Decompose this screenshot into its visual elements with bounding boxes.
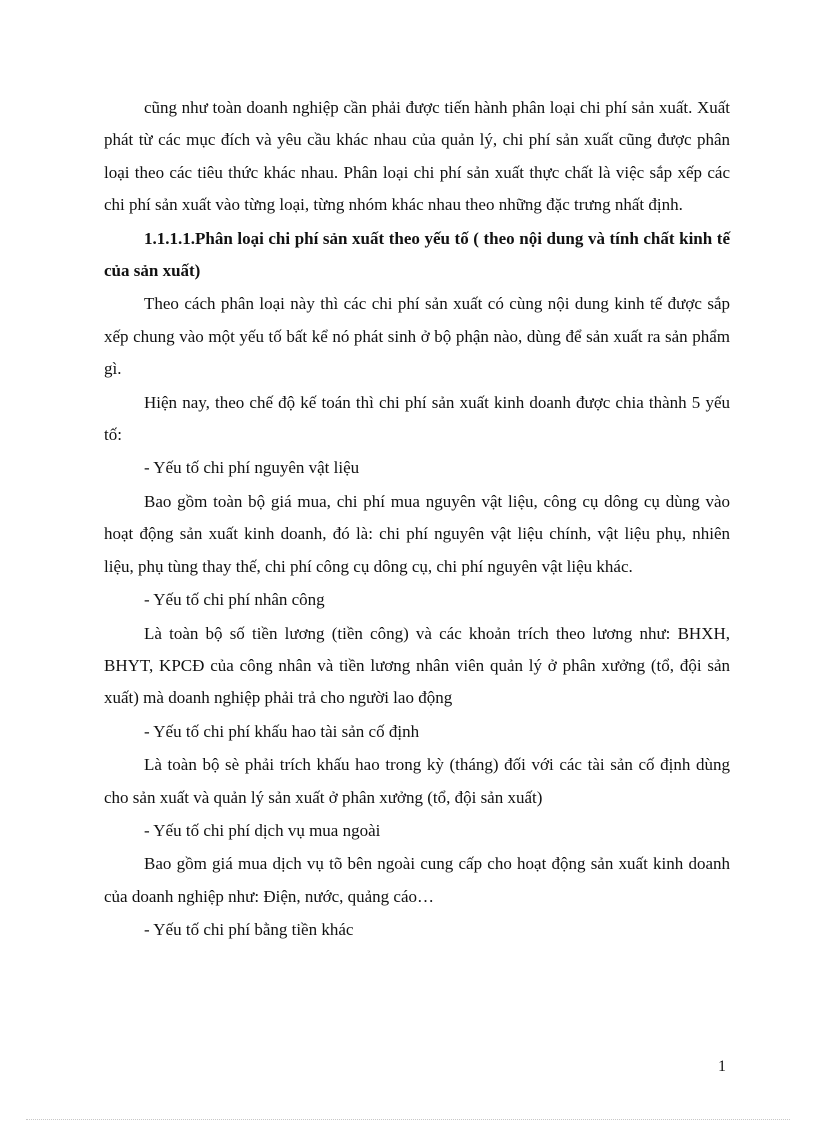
- page-number: 1: [718, 1058, 726, 1075]
- list-item: - Yếu tố chi phí khấu hao tài sản cố định: [144, 721, 420, 741]
- body-paragraph: Là toàn bộ sè phải trích khấu hao trong kỳ (tháng) đối với các tài sản cố định dùng cho sản xuất và quản lý sản xuất ở phân xưởng (tổ, đội sản xuất): [104, 755, 730, 807]
- list-item: - Yếu tố chi phí bằng tiền khác: [144, 920, 354, 940]
- intro-paragraph: cũng như toàn doanh nghiệp cần phải được tiến hành phân loại chi phí sản xuất. Xuất phát từ các mục đích và yêu cầu khác nhau của quản lý, chi phí sản xuất cũng được phân loại theo các tiêu thức khác nhau. Phân loại chi phí sản xuất thực chất là việc sắp xếp các chi phí sản xuất vào từng loại, từng nhóm khác nhau theo những đặc trưng nhất định.: [104, 98, 730, 215]
- list-item: - Yếu tố chi phí dịch vụ mua ngoài: [144, 820, 381, 840]
- body-paragraph: Bao gồm giá mua dịch vụ tõ bên ngoài cung cấp cho hoạt động sản xuất kinh doanh của doanh nghiệp như: Điện, nước, quảng cáo…: [104, 854, 730, 906]
- body-paragraph: Theo cách phân loại này thì các chi phí sản xuất có cùng nội dung kinh tế được sắp xếp chung vào một yếu tố bất kể nó phát sinh ở bộ phận nào, dùng để sản xuất ra sản phẩm gì.: [104, 294, 730, 379]
- page-body: [104, 92, 730, 947]
- list-item: - Yếu tố chi phí nguyên vật liệu: [144, 458, 360, 478]
- body-paragraph: Bao gồm toàn bộ giá mua, chi phí mua nguyên vật liệu, công cụ dông cụ dùng vào hoạt động sản xuất kinh doanh, đó là: chi phí nguyên vật liệu chính, vật liệu phụ, nhiên liệu, phụ tùng thay thế, chi phí công cụ dông cụ, chi phí nguyên vật liệu khác.: [104, 491, 730, 576]
- section-heading: 1.1.1.1.Phân loại chi phí sản xuất theo yếu tố ( theo nội dung và tính chất kinh tế của sản xuất): [104, 228, 730, 281]
- body-paragraph: Là toàn bộ số tiền lương (tiền công) và các khoản trích theo lương như: BHXH, BHYT, KPCĐ của công nhân và tiền lương nhân viên quản lý ở phân xưởng (tổ, đội sản xuất) mà doanh nghiệp phải trả cho người lao động: [104, 623, 730, 708]
- list-item: - Yếu tố chi phí nhân công: [144, 590, 325, 610]
- page-bottom-divider: [26, 1119, 790, 1120]
- body-paragraph: Hiện nay, theo chế độ kế toán thì chi phí sản xuất kinh doanh được chia thành 5 yếu tố:: [104, 392, 730, 445]
